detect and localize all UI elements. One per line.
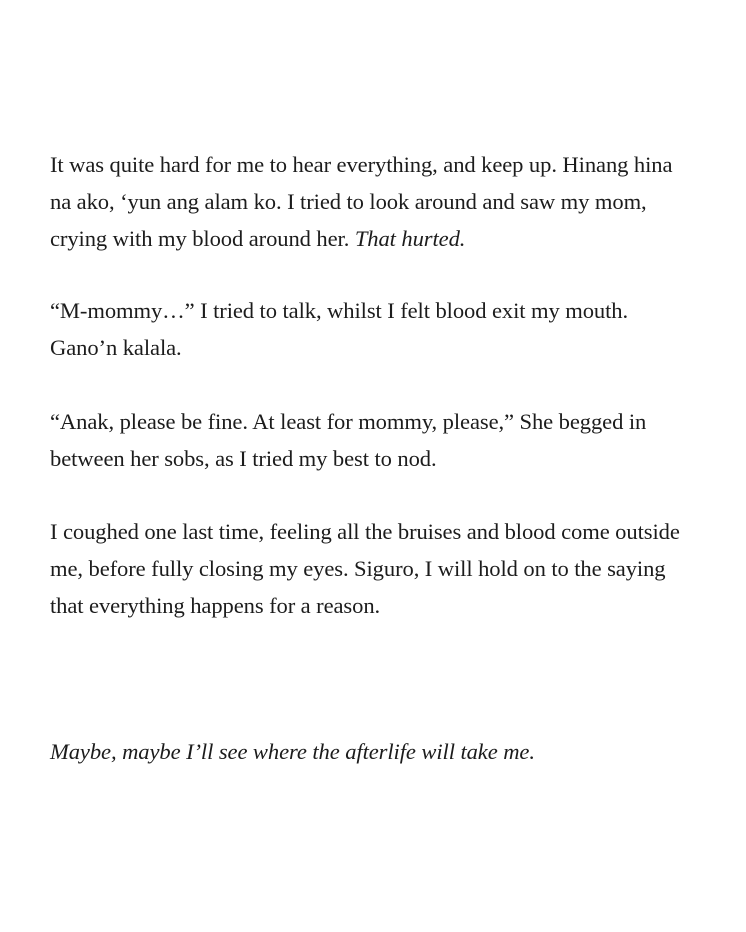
paragraph-line-text: crying with my blood around her. (50, 226, 355, 251)
paragraph-line: me, before fully closing my eyes. Siguro, I will hold on to the saying (50, 556, 666, 581)
paragraph-2 (50, 292, 710, 366)
paragraph-line: It was quite hard for me to hear everything, and keep up. Hinang hina (50, 152, 673, 177)
paragraph-line: I coughed one last time, feeling all the bruises and blood come outside (50, 519, 680, 544)
paragraph-1 (50, 146, 710, 257)
paragraph-line (50, 220, 710, 257)
paragraph-line: Gano’n kalala. (50, 335, 182, 360)
closing-line: Maybe, maybe I’ll see where the afterlife will take me. (50, 739, 535, 764)
paragraph-3 (50, 403, 710, 477)
paragraph-4 (50, 513, 710, 624)
paragraph-line: that everything happens for a reason. (50, 593, 381, 618)
italic-emphasis: That hurted. (354, 226, 466, 251)
paragraph-line: na ako, ‘yun ang alam ko. I tried to look around and saw my mom, (50, 189, 647, 214)
paragraph-line: “Anak, please be fine. At least for mommy, please,” She begged in (50, 409, 647, 434)
paragraph-line: “M-mommy…” I tried to talk, whilst I felt blood exit my mouth. (50, 298, 629, 323)
paragraph-line: between her sobs, as I tried my best to nod. (50, 446, 437, 471)
